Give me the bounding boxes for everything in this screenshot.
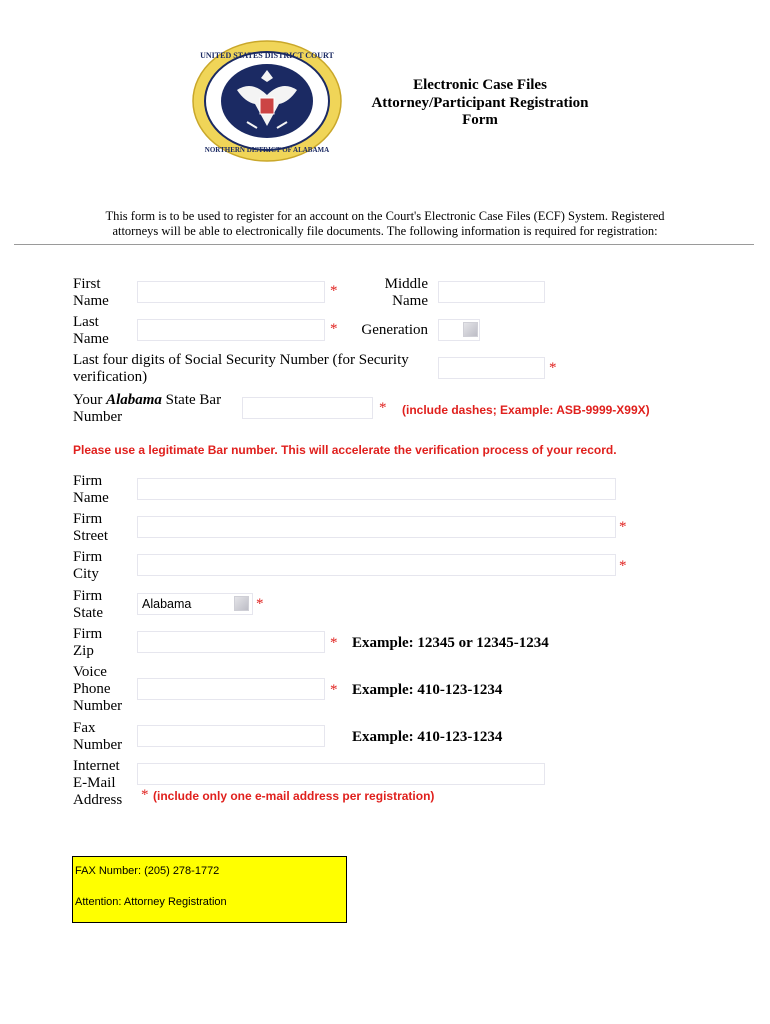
generation-label: Generation <box>361 322 428 338</box>
email-label-line1: Internet <box>73 758 120 774</box>
bar-number-label-line2: Number <box>73 409 123 425</box>
intro-line-1: This form is to be used to register for an account on the Court's Electronic Case Files (ECF) System. Registered <box>105 209 665 223</box>
first-name-label <box>73 276 109 310</box>
last-name-required: * <box>330 321 338 337</box>
generation-dropdown-icon[interactable] <box>463 322 478 337</box>
fax-label <box>73 720 122 754</box>
middle-name-label-line2: Name <box>392 293 428 309</box>
last-name-label-line1: Last <box>73 314 99 330</box>
last-name-input[interactable] <box>137 319 325 341</box>
firm-state-label-line1: Firm <box>73 588 103 604</box>
bar-number-input[interactable] <box>242 397 373 419</box>
fax-number-text: FAX Number: (205) 278-1772 <box>75 865 220 877</box>
firm-state-dropdown-icon[interactable] <box>234 596 249 611</box>
voice-phone-label-line1: Voice <box>73 664 107 680</box>
bar-label-suffix: State Bar <box>161 392 222 408</box>
firm-zip-label <box>73 626 102 660</box>
bar-number-required: * <box>379 400 387 416</box>
firm-street-required: * <box>619 519 627 535</box>
voice-phone-label-line3: Number <box>73 698 123 714</box>
firm-city-label-line2: City <box>73 566 99 582</box>
last-name-label-line2: Name <box>73 331 109 347</box>
voice-phone-example: Example: 410-123-1234 <box>352 682 503 698</box>
firm-state-label <box>73 588 103 622</box>
intro-text <box>90 209 680 239</box>
ssn-label-line1: Last four digits of Social Security Number (for Security <box>73 352 409 368</box>
email-required: * <box>141 787 149 803</box>
firm-zip-input[interactable] <box>137 631 325 653</box>
firm-state-required: * <box>256 596 264 612</box>
firm-zip-required: * <box>330 635 338 651</box>
firm-name-label <box>73 473 109 507</box>
middle-name-input[interactable] <box>438 281 545 303</box>
voice-phone-required: * <box>330 682 338 698</box>
intro-line-2: attorneys will be able to electronically file documents. The following information is required for registration: <box>112 224 658 238</box>
fax-label-line1: Fax <box>73 720 96 736</box>
voice-phone-label-line2: Phone <box>73 681 111 697</box>
email-label-line2: E-Mail <box>73 775 116 791</box>
voice-phone-label <box>73 664 122 715</box>
email-input[interactable] <box>137 763 545 785</box>
ssn-input[interactable] <box>438 357 545 379</box>
firm-city-label <box>73 549 102 583</box>
firm-zip-label-line1: Firm <box>73 626 103 642</box>
firm-zip-example: Example: 12345 or 12345-1234 <box>352 635 549 651</box>
fax-input[interactable] <box>137 725 325 747</box>
bar-label-prefix: Your <box>73 392 107 408</box>
email-label-line3: Address <box>73 792 123 808</box>
title-line-2: Attorney/Participant Registration <box>371 94 589 111</box>
firm-street-label-line2: Street <box>73 528 108 544</box>
ssn-label <box>73 352 409 386</box>
first-name-label-line2: Name <box>73 293 109 309</box>
ssn-label-line2: verification) <box>73 369 148 385</box>
court-seal <box>192 40 342 162</box>
ssn-required: * <box>549 360 557 376</box>
firm-street-input[interactable] <box>137 516 616 538</box>
fax-label-line2: Number <box>73 737 123 753</box>
firm-city-required: * <box>619 558 627 574</box>
fax-instructions-box <box>72 856 347 923</box>
title-line-1: Electronic Case Files <box>413 77 547 93</box>
svg-text:NORTHERN DISTRICT OF ALABAMA: NORTHERN DISTRICT OF ALABAMA <box>204 146 330 154</box>
bar-number-label <box>73 392 221 426</box>
title-line-3: Form <box>462 112 498 128</box>
firm-zip-label-line2: Zip <box>73 643 94 659</box>
bar-warning: Please use a legitimate Bar number. This will accelerate the verification process of your record. <box>73 443 617 457</box>
firm-city-input[interactable] <box>137 554 616 576</box>
first-name-required: * <box>330 283 338 299</box>
fax-example: Example: 410-123-1234 <box>352 729 503 745</box>
bar-number-label-line1 <box>73 392 221 409</box>
middle-name-label-line1: Middle <box>384 276 428 292</box>
middle-name-label <box>360 276 428 310</box>
first-name-input[interactable] <box>137 281 325 303</box>
svg-text:UNITED STATES DISTRICT COURT: UNITED STATES DISTRICT COURT <box>200 51 334 60</box>
firm-street-label <box>73 511 108 545</box>
firm-name-label-line1: Firm <box>73 473 103 489</box>
fax-attention-text: Attention: Attorney Registration <box>75 896 227 908</box>
voice-phone-input[interactable] <box>137 678 325 700</box>
email-label <box>73 758 122 809</box>
first-name-label-line1: First <box>73 276 101 292</box>
firm-state-label-line2: State <box>73 605 103 621</box>
firm-street-label-line1: Firm <box>73 511 103 527</box>
firm-name-input[interactable] <box>137 478 616 500</box>
divider <box>14 244 754 245</box>
firm-city-label-line1: Firm <box>73 549 103 565</box>
last-name-label <box>73 314 109 348</box>
bar-label-state: Alabama <box>106 392 162 408</box>
firm-state-select[interactable]: Alabama <box>137 593 253 615</box>
form-title <box>360 77 600 130</box>
email-note: (include only one e-mail address per registration) <box>153 789 435 803</box>
bar-number-note: (include dashes; Example: ASB-9999-X99X) <box>402 403 650 417</box>
firm-name-label-line2: Name <box>73 490 109 506</box>
